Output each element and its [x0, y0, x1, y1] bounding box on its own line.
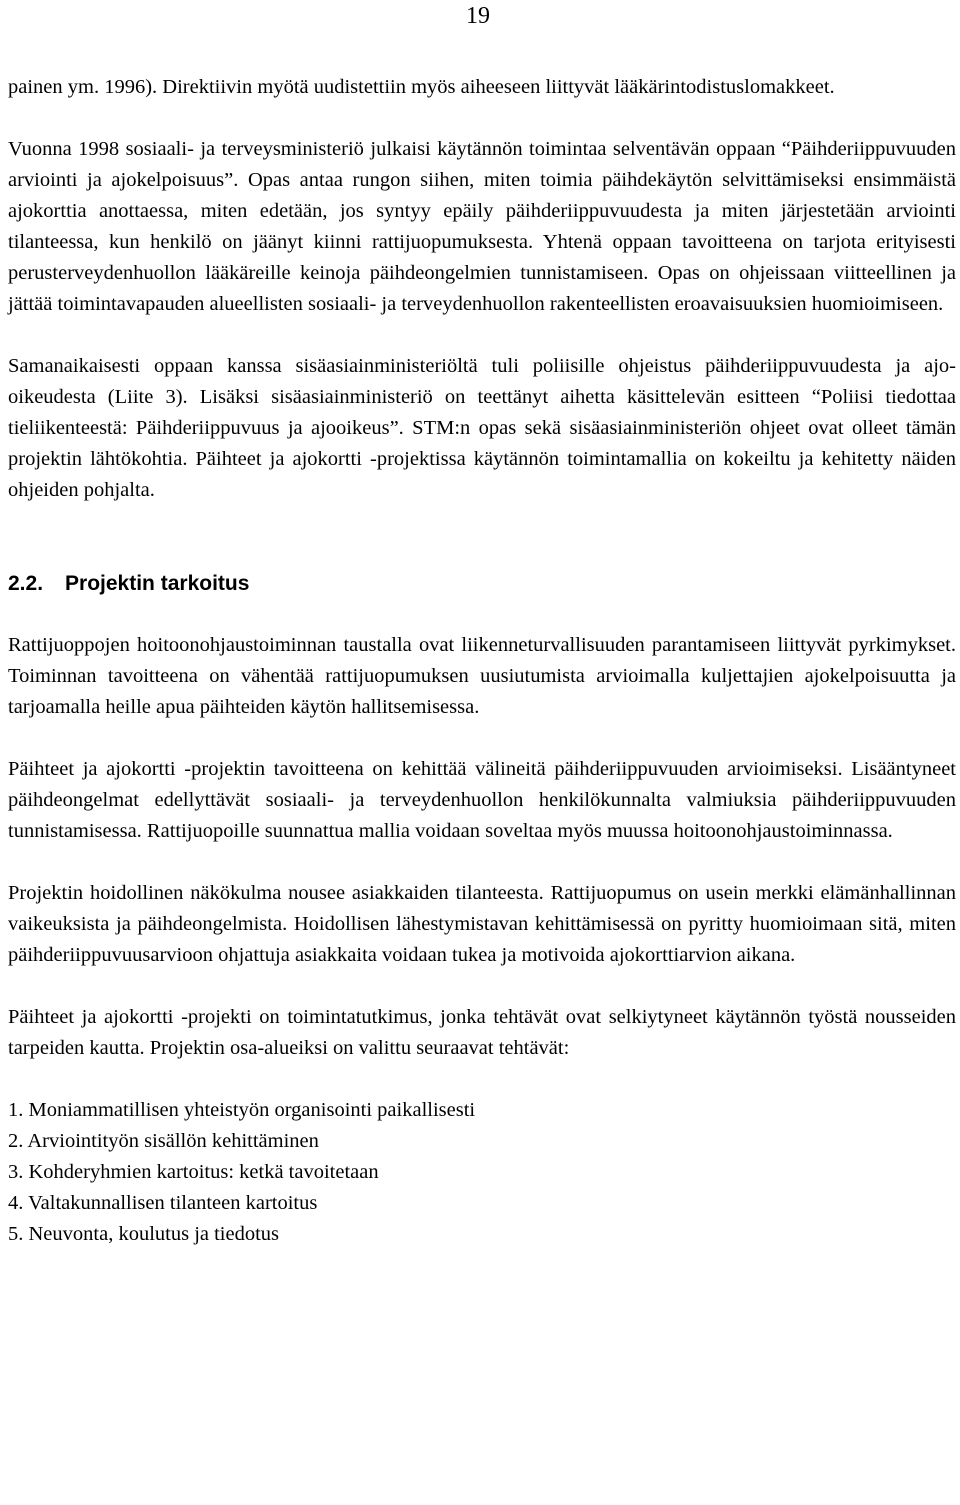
list-item: 1. Moniammatillisen yhteistyön organisointi paikallisesti	[8, 1099, 476, 1121]
paragraph: Projektin hoidollinen näkökulma nousee asiakkaiden tilanteesta. Rattijuopumus on usein merkki elämänhallinnan vaikeuksista ja päihdeongelmista. Hoidollisen lähestymistavan kehittämisessä on pyritty huomioimaan sitä, miten päihderiippuvuusarvioon ohjattuja asiakkaita voidaan tukea ja motivoida ajokorttiarvion aikana.	[8, 882, 956, 966]
list-item: 5. Neuvonta, koulutus ja tiedotus	[8, 1223, 280, 1245]
paragraph: Päihteet ja ajokortti -projekti on toimintatutkimus, jonka tehtävät ovat selkiytyneet käytännön työstä nousseiden tarpeiden kautta. Projektin osa-alueiksi on valittu seuraavat tehtävät:	[8, 1006, 956, 1059]
section-title: Projektin tarkoitus	[65, 572, 250, 595]
task-list	[8, 1095, 956, 1250]
list-item: 2. Arviointityön sisällön kehittäminen	[8, 1130, 319, 1152]
list-item: 3. Kohderyhmien kartoitus: ketkä tavoitetaan	[8, 1161, 379, 1183]
list-item: 4. Valtakunnallisen tilanteen kartoitus	[8, 1192, 318, 1214]
paragraph: Päihteet ja ajokortti -projektin tavoitteena on kehittää välineitä päihderiippuvuuden arvioimiseksi. Lisääntyneet päihdeongelmat edellyttävät sosiaali- ja terveydenhuollon henkilökunnalta valmiuksia päihderiippuvuuden tunnistamisessa. Rattijuopoille suunnattua mallia voidaan soveltaa myös muussa hoitoonohjaustoiminnassa.	[8, 758, 956, 842]
paragraph: Rattijuoppojen hoitoonohjaustoiminnan taustalla ovat liikenneturvallisuuden parantamiseen liittyvät pyrkimykset. Toiminnan tavoitteena on vähentää rattijuopumuksen uusiutumista arvioimalla kuljettajien ajokelpoisuutta ja tarjoamalla heille apua päihteiden käytön hallitsemisessa.	[8, 634, 956, 718]
section-number: 2.2.	[8, 572, 44, 595]
paragraph: painen ym. 1996). Direktiivin myötä uudistettiin myös aiheeseen liittyvät lääkärintodistuslomakkeet.	[8, 76, 835, 98]
paragraph: Vuonna 1998 sosiaali- ja terveysministeriö julkaisi käytännön toimintaa selventävän oppaan “Päihderiippuvuuden arviointi ja ajokelpoisuus”. Opas antaa rungon siihen, miten toimia päihdekäytön selvittämiseksi ensimmäistä ajokorttia anottaessa, miten edetään, jos syntyy epäily päihderiippuvuudesta ja miten järjestetään arviointi tilanteessa, kun henkilö on jäänyt kiinni rattijuopumuksesta. Yhtenä oppaan tavoitteena on tarjota erityisesti perusterveydenhuollon lääkäreille keinoja päihdeongelmien tunnistamiseen. Opas on ohjeissaan viitteellinen ja jättää toimintavapauden alueellisten sosiaali- ja terveydenhuollon rakenteellisten eroavaisuuksien huomioimiseen.	[8, 138, 956, 315]
page-number: 19	[466, 3, 490, 29]
document-body	[8, 72, 956, 1250]
section-heading	[8, 568, 956, 599]
paragraph: Samanaikaisesti oppaan kanssa sisäasiainministeriöltä tuli poliisille ohjeistus päihderiippuvuudesta ja ajo-oikeudesta (Liite 3). Lisäksi sisäasiainministeriö on teettänyt aihetta käsittelevän esitteen “Poliisi tiedottaa tieliikenteestä: Päihderiippuvuus ja ajooikeus”. STM:n opas sekä sisäasiainministeriön ohjeet ovat olleet tämän projektin lähtökohtia. Päihteet ja ajokortti -projektissa käytännön toimintamallia on kokeiltu ja kehitetty näiden ohjeiden pohjalta.	[8, 355, 956, 501]
